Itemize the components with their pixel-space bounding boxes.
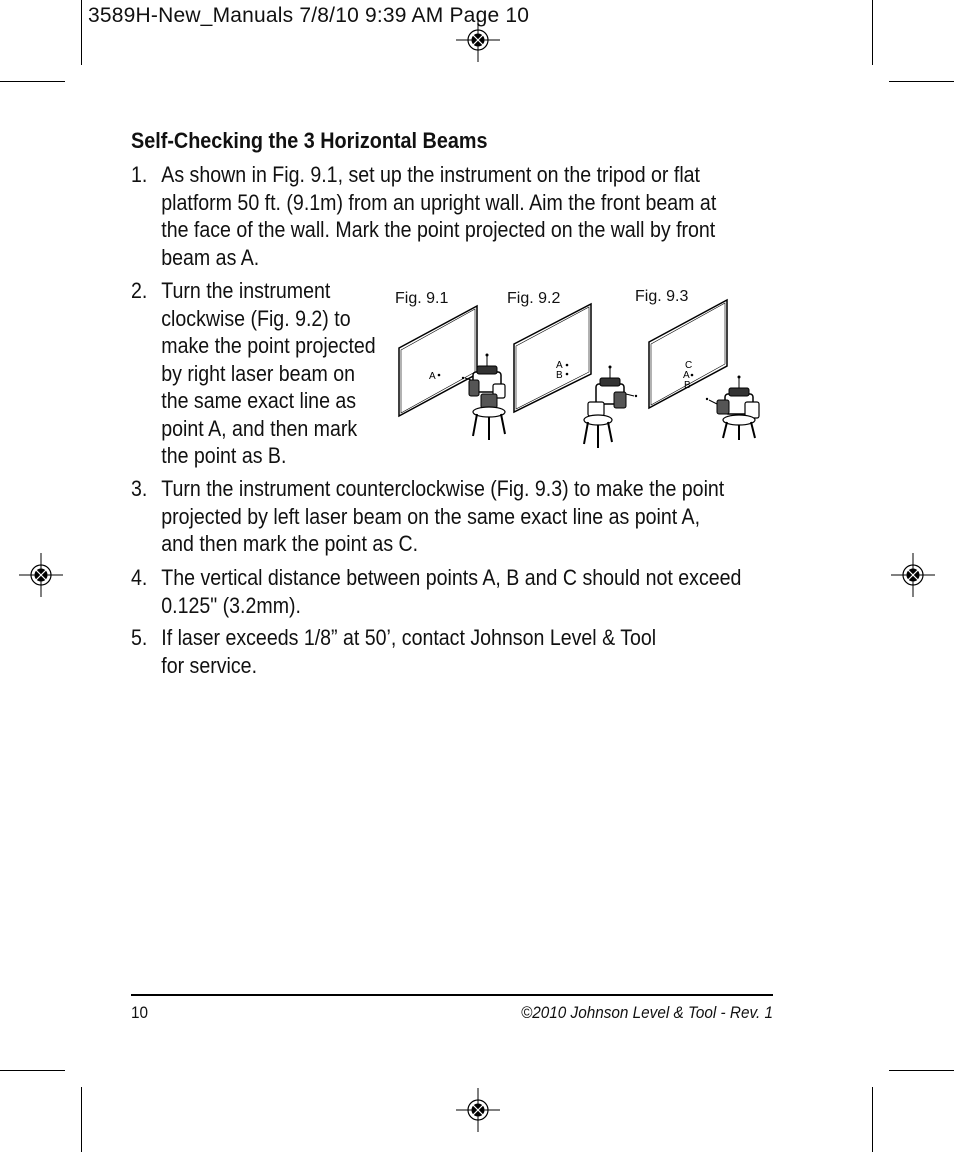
step-line: clockwise (Fig. 9.2) to (161, 305, 351, 331)
point-label: C (685, 360, 693, 371)
point-label: B (556, 370, 563, 381)
step-line: make the point projected (161, 333, 376, 358)
step-line: point A, and then mark (161, 415, 358, 441)
step-line: If laser exceeds 1/8” at 50’, contact Johnson Level & Tool (161, 625, 657, 650)
point-label: A (556, 360, 563, 371)
figure-group (392, 282, 772, 462)
figure-label-9-3: Fig. 9.3 (635, 288, 689, 305)
figure-illustrations (392, 282, 772, 462)
step-line: the face of the wall. Mark the point projected on the wall by front (161, 217, 716, 242)
printer-slug-line: 3589H-New_Manuals 7/8/10 9:39 AM Page 10 (88, 4, 530, 27)
step-number: 3. (131, 476, 148, 501)
figure-label-9-2: Fig. 9.2 (507, 290, 561, 307)
crop-mark-top-left-vertical (81, 0, 82, 65)
crop-mark-top-left-horizontal (0, 81, 65, 82)
crop-mark-top-right-horizontal (889, 81, 954, 82)
page-number: 10 (131, 1003, 149, 1022)
step-line: projected by left laser beam on the same exact line as point A, (161, 503, 701, 529)
point-label: B (684, 380, 691, 391)
step-number: 1. (131, 162, 148, 187)
registration-mark-left (19, 553, 63, 597)
step-line: and then mark the point as C. (161, 531, 419, 556)
registration-mark-right (891, 553, 935, 597)
step-text (161, 475, 724, 558)
point-label: A (429, 371, 436, 382)
step-line: Turn the instrument counterclockwise (Fig. 9.3) to make the point (161, 476, 725, 501)
step-line: 0.125" (3.2mm). (161, 592, 301, 618)
crop-mark-bottom-right-horizontal (889, 1070, 954, 1071)
step-line: the point as B. (161, 443, 287, 468)
step-text (161, 161, 716, 271)
step-line: beam as A. (161, 244, 260, 270)
wall-illustration (514, 304, 591, 412)
step-line: for service. (161, 652, 258, 678)
crop-mark-top-right-vertical (872, 0, 873, 65)
step-text (161, 564, 741, 619)
wall-illustration (399, 306, 477, 416)
footer-rule (131, 994, 773, 996)
step-number: 5. (131, 625, 148, 650)
step-line: As shown in Fig. 9.1, set up the instrument on the tripod or flat (161, 162, 701, 187)
figure-label-9-1: Fig. 9.1 (395, 290, 449, 307)
registration-mark-bottom (456, 1088, 500, 1132)
crop-mark-bottom-left-vertical (81, 1087, 82, 1152)
crop-mark-bottom-left-horizontal (0, 1070, 65, 1071)
step-number: 2. (131, 278, 148, 303)
point-label: A (683, 370, 690, 381)
wall-illustration (649, 300, 727, 408)
crop-mark-bottom-right-vertical (872, 1087, 873, 1152)
step-line: The vertical distance between points A, B and C should not exceed (161, 565, 742, 590)
step-text (161, 624, 656, 679)
step-number: 4. (131, 565, 148, 590)
laser-level-on-tripod (706, 376, 759, 441)
copyright-notice: ©2010 Johnson Level & Tool - Rev. 1 (521, 1003, 773, 1022)
step-line: platform 50 ft. (9.1m) from an upright wall. Aim the front beam at (161, 189, 717, 215)
registration-mark-top (456, 18, 500, 62)
step-line: by right laser beam on (161, 360, 355, 386)
section-heading: Self-Checking the 3 Horizontal Beams (131, 128, 488, 153)
laser-level-on-tripod (584, 366, 637, 449)
step-line: Turn the instrument (161, 278, 331, 303)
step-line: the same exact line as (161, 388, 357, 413)
step-text (161, 277, 375, 470)
